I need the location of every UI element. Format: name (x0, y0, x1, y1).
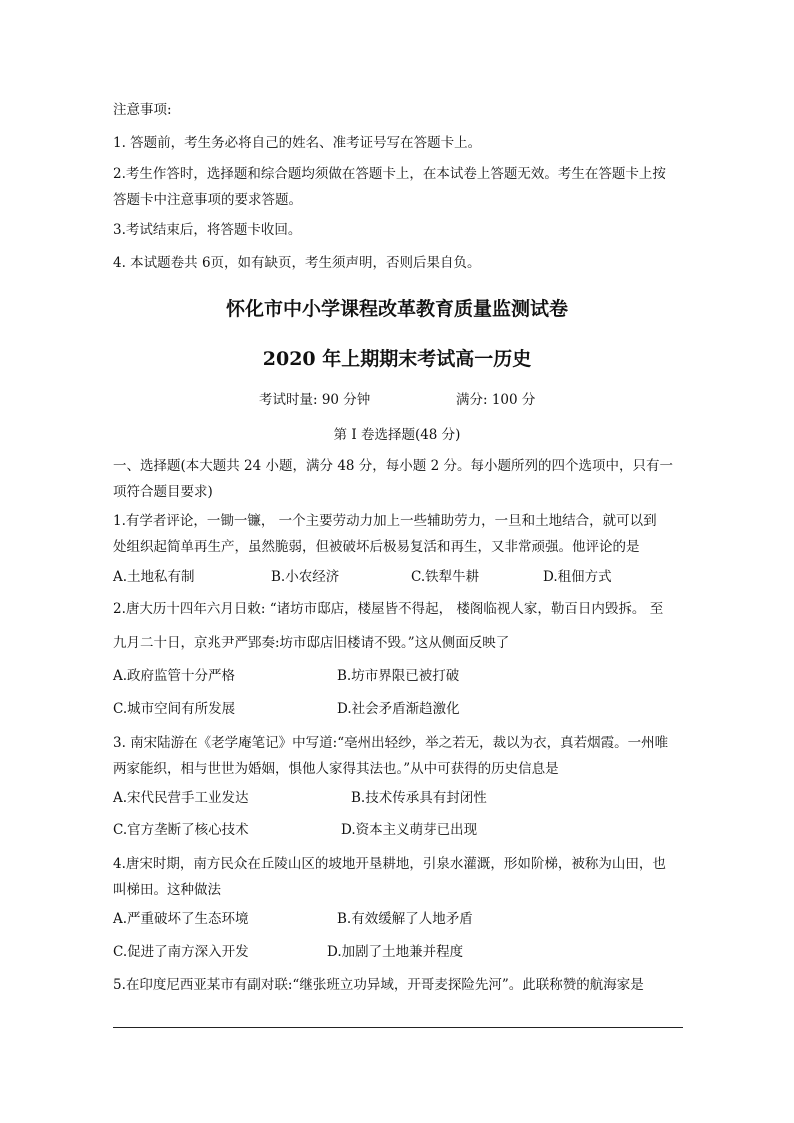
notice-item-text: 4. 本试题卷共 6页，如有缺页，考生须声明，否则后果自负。 (113, 255, 481, 271)
question-text: 处组织起简单再生产，虽然脆弱，但被破坏后极易复活和再生，又非常顽强。他评论的是 (113, 539, 640, 555)
notice-item-2 (113, 161, 683, 213)
option-a: A.土地私有制 (113, 569, 195, 585)
option-b: B.小农经济 (271, 569, 340, 585)
option-b: B.有效缓解了人地矛盾 (337, 911, 473, 927)
question-text: 2.唐大历十四年六月日敕: “诸坊市邸店，楼屋皆不得起， 楼阁临视人家，勒百日内毁拆。 至 (113, 601, 664, 617)
notice-item-text: 3.考试结束后，将答题卡收回。 (113, 222, 302, 238)
question-text: 叫梯田。这种做法 (113, 882, 221, 898)
question-5-stem (113, 972, 683, 998)
question-2-options-row2 (113, 698, 683, 720)
question-1-stem (113, 508, 683, 560)
question-3-stem (113, 730, 683, 782)
question-4-options-row2 (113, 941, 683, 963)
option-c: C.铁犁牛耕 (411, 569, 480, 585)
notice-item-3 (113, 217, 683, 243)
option-c: C.官方垄断了核心技术 (113, 822, 249, 838)
option-c: C.促进了南方深入开发 (113, 944, 249, 960)
exam-subtitle: 2020 年上期期末考试高一历史 (262, 348, 532, 370)
question-text: 3. 南宋陆游在《老学庵笔记》中写道:“亳州出轻纱，举之若无，裁以为衣，真若烟霞。一州唯 (113, 735, 669, 751)
option-a: A.宋代民营手工业发达 (113, 790, 249, 806)
question-text: 九月二十日，京兆尹严郢奏:坊市邸店旧楼请不毁。”这从侧面反映了 (113, 635, 510, 651)
question-3-options-row2 (113, 819, 683, 841)
exam-title: 怀化市中小学课程改革教育质量监测试卷 (225, 298, 568, 320)
footer-divider (113, 1027, 683, 1028)
option-b: B.技术传承具有封闭性 (351, 790, 487, 806)
option-d: D.资本主义萌芽已出现 (341, 822, 478, 838)
exam-score: 满分: 100 分 (456, 392, 536, 408)
notice-item-text: 答题卡中注意事项的要求答题。 (113, 192, 302, 208)
option-b: B.坊市界限已被打破 (337, 668, 460, 684)
question-1-options (113, 566, 683, 588)
exam-time: 考试时量: 90 分钟 (259, 392, 371, 408)
option-d: D.加剧了土地兼并程度 (327, 944, 464, 960)
instruction-text: 一、选择题(本大题共 24 小题，满分 48 分，每小题 2 分。每小题所列的四个选项中，只有一 (113, 458, 673, 474)
exam-meta-row (113, 389, 683, 411)
option-c: C.城市空间有所发展 (113, 701, 236, 717)
question-text: 两家能织，相与世世为婚姻，惧他人家得其法也。”从中可获得的历史信息是 (113, 761, 559, 777)
question-3-options-row1 (113, 787, 683, 809)
option-a: A.严重破坏了生态环境 (113, 911, 249, 927)
question-2-options-row1 (113, 665, 683, 687)
notice-heading-text: 注意事项: (113, 102, 172, 118)
option-d: D.租佃方式 (543, 569, 612, 585)
question-4-stem (113, 851, 683, 903)
option-a: A.政府监管十分严格 (113, 668, 236, 684)
question-text: 5.在印度尼西亚某市有副对联:“继张班立功异域，开哥麦探险先河”。此联称赞的航海家是 (113, 977, 644, 993)
question-text: 1.有学者评论，一锄一镰， 一个主要劳动力加上一些辅助劳力，一旦和土地结合，就可以到 (113, 513, 657, 529)
notice-item-1 (113, 130, 683, 156)
instruction-text: 项符合题目要求) (113, 484, 213, 500)
question-4-options-row1 (113, 908, 683, 930)
choice-instructions (113, 453, 683, 505)
notice-heading (113, 97, 683, 123)
notice-item-4 (113, 250, 683, 276)
question-text: 4.唐宋时期，南方民众在丘陵山区的坡地开垦耕地，引泉水灌溉，形如阶梯，被称为山田，也 (113, 856, 666, 872)
question-2-stem (113, 596, 683, 656)
section-title: 第 I 卷选择题(48 分) (333, 427, 461, 443)
notice-item-text: 1. 答题前，考生务必将自己的姓名、准考证号写在答题卡上。 (113, 135, 482, 151)
notice-item-text: 2.考生作答时，选择题和综合题均须做在答题卡上，在本试卷上答题无效。考生在答题卡上按 (113, 166, 666, 182)
option-d: D.社会矛盾渐趋激化 (337, 701, 460, 717)
